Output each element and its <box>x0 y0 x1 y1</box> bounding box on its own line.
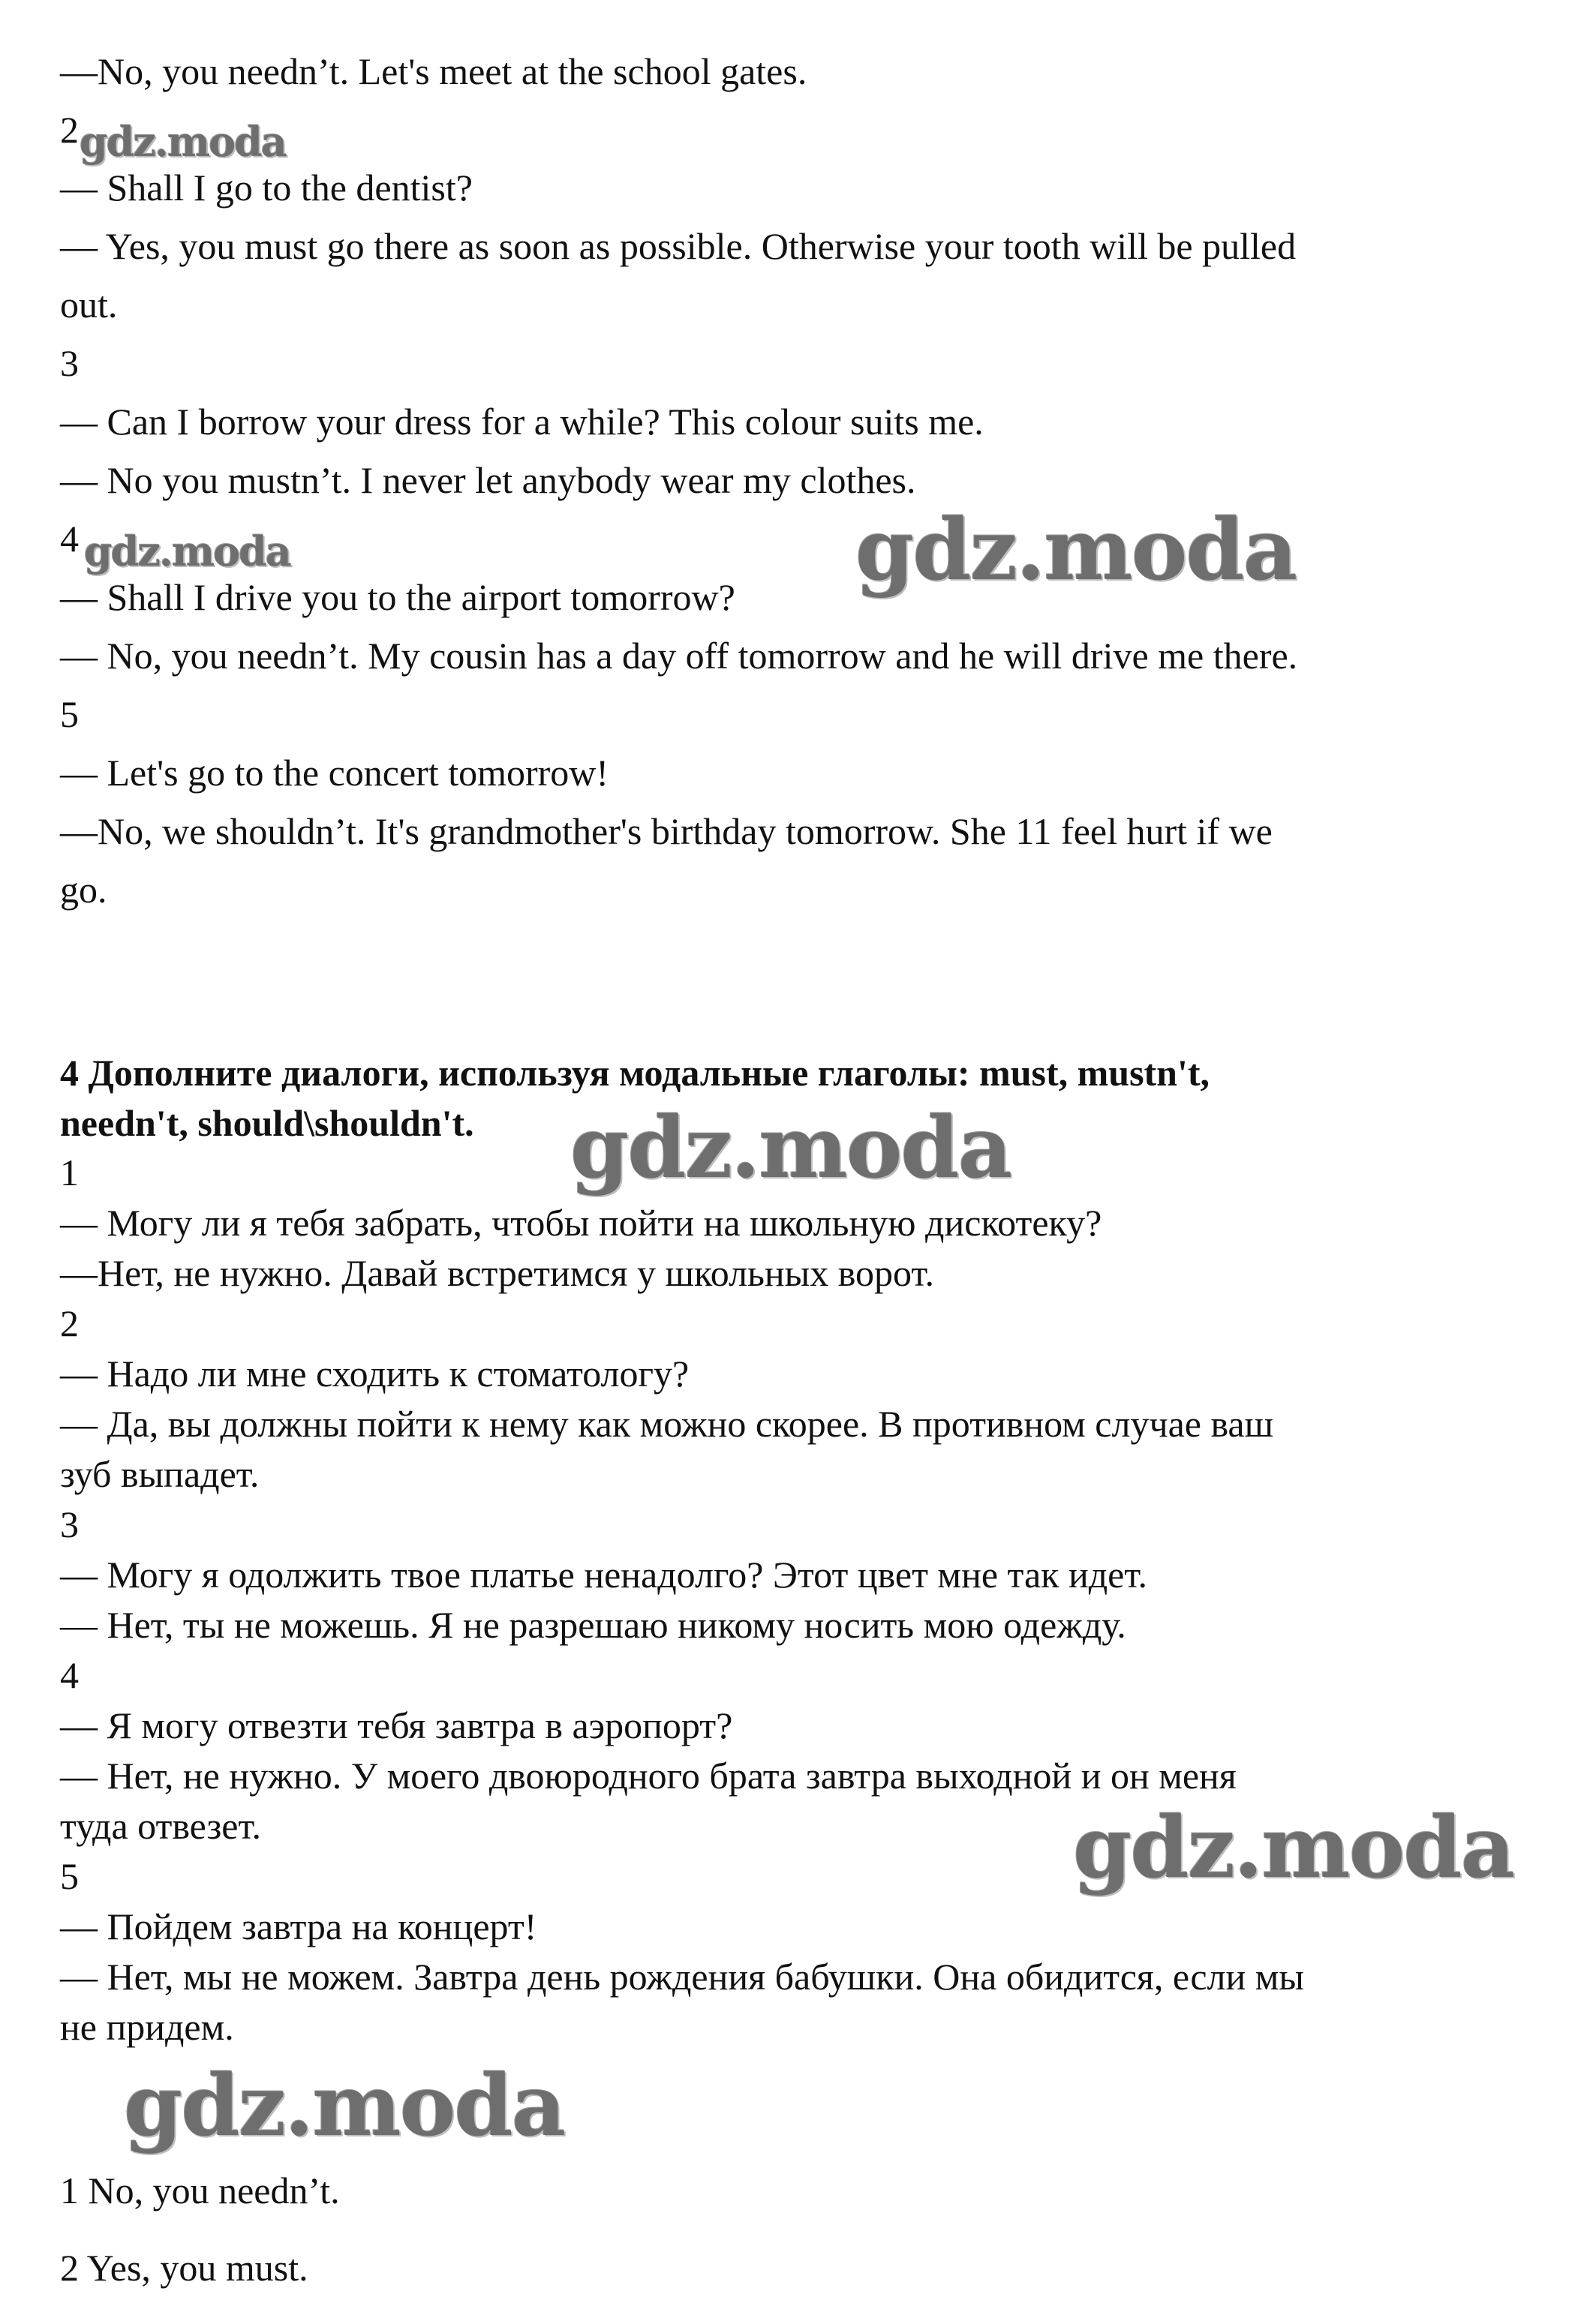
dialogue-number-2: 2 <box>60 109 79 151</box>
ru-dialogue-5-reply-cont: не придем. <box>60 2006 234 2048</box>
answer-1: 1 No, you needn’t. <box>60 2169 340 2211</box>
ru-dialogue-2-reply-cont: зуб выпадет. <box>60 1453 260 1495</box>
dialogue-2-reply: — Yes, you must go there as soon as possible. Otherwise your tooth will be pulled <box>60 225 1297 267</box>
ru-number-4: 4 <box>60 1654 79 1696</box>
ru-dialogue-1-reply: —Нет, не нужно. Давай встретимся у школьных ворот. <box>60 1252 934 1294</box>
dialogue-3-question: — Can I borrow your dress for a while? This colour suits me. <box>60 401 984 443</box>
ru-dialogue-3-reply: — Нет, ты не можешь. Я не разрешаю никому носить мою одежду. <box>60 1604 1126 1646</box>
ru-dialogue-1-question: — Могу ли я тебя забрать, чтобы пойти на школьную дискотеку? <box>60 1202 1102 1244</box>
dialogue-5-reply-cont: go. <box>60 869 107 911</box>
dialogue-4-question: — Shall I drive you to the airport tomorrow? <box>60 576 735 618</box>
task-heading-cont: needn't, should\shouldn't. <box>60 1102 474 1144</box>
ru-dialogue-2-question: — Надо ли мне сходить к стоматологу? <box>60 1353 690 1395</box>
ru-number-1: 1 <box>60 1151 79 1194</box>
watermark: gdz.moda <box>124 2057 565 2155</box>
ru-number-5: 5 <box>60 1855 79 1897</box>
dialogue-2-question: — Shall I go to the dentist? <box>60 167 473 209</box>
ru-dialogue-5-reply: — Нет, мы не можем. Завтра день рождения бабушки. Она обидится, если мы <box>60 1956 1304 1998</box>
ru-number-3: 3 <box>60 1503 79 1545</box>
ru-dialogue-4-reply: — Нет, не нужно. У моего двоюродного брата завтра выходной и он меня <box>60 1755 1237 1797</box>
dialogue-number-3: 3 <box>60 342 79 384</box>
watermark: gdz.moda <box>570 1099 1011 1197</box>
watermark: gdz.moda <box>80 118 286 166</box>
ru-number-2: 2 <box>60 1302 79 1344</box>
dialogue-5-question: — Let's go to the concert tomorrow! <box>60 752 609 794</box>
dialogue-1-reply: —No, you needn’t. Let's meet at the school gates. <box>60 50 807 92</box>
ru-dialogue-4-reply-cont: туда отвезет. <box>60 1805 262 1847</box>
watermark: gdz.moda <box>1073 1799 1514 1897</box>
dialogue-5-reply: —No, we shouldn’t. It's grandmother's birthday tomorrow. She 11 feel hurt if we <box>60 810 1273 852</box>
watermark: gdz.moda <box>84 527 290 575</box>
ru-dialogue-4-question: — Я могу отвезти тебя завтра в аэропорт? <box>60 1704 733 1746</box>
dialogue-number-4: 4 <box>60 518 79 560</box>
answer-2: 2 Yes, you must. <box>60 2247 308 2289</box>
dialogue-number-5: 5 <box>60 693 79 735</box>
task-heading: 4 Дополните диалоги, используя модальные глаголы: must, mustn't, <box>60 1052 1210 1094</box>
ru-dialogue-2-reply: — Да, вы должны пойти к нему как можно скорее. В противном случае ваш <box>60 1403 1274 1445</box>
ru-dialogue-5-question: — Пойдем завтра на концерт! <box>60 1905 537 1947</box>
dialogue-2-reply-cont: out. <box>60 284 118 326</box>
ru-dialogue-3-question: — Могу я одолжить твое платье ненадолго? Этот цвет мне так идет. <box>60 1554 1147 1596</box>
dialogue-3-reply: — No you mustn’t. I never let anybody wear my clothes. <box>60 459 916 501</box>
dialogue-4-reply: — No, you needn’t. My cousin has a day off tomorrow and he will drive me there. <box>60 635 1298 677</box>
watermark: gdz.moda <box>855 501 1297 599</box>
